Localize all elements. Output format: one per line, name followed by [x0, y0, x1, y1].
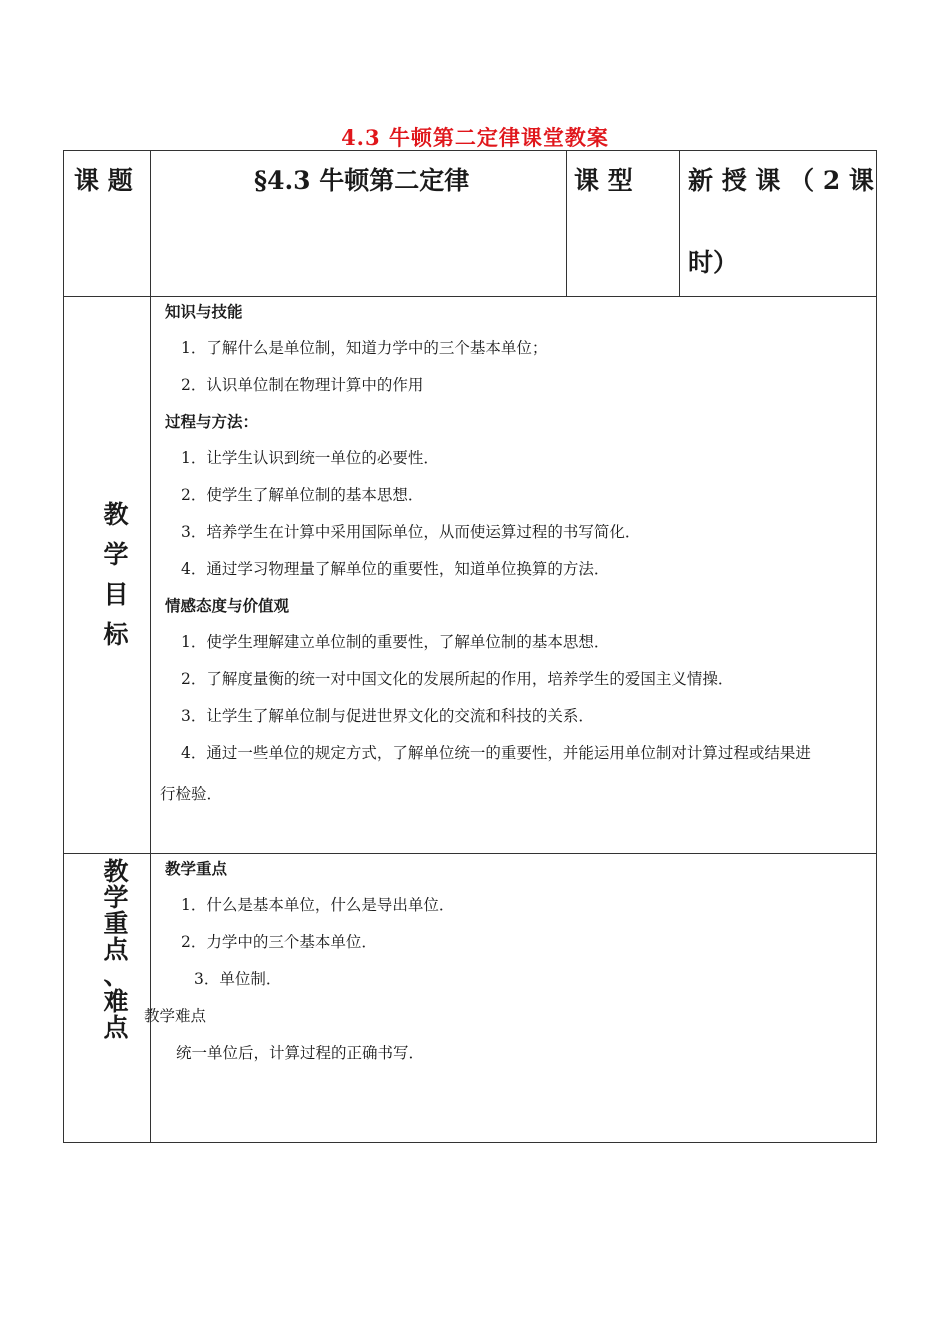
list-item-continuation: 行检验．	[160, 785, 223, 803]
list-item: 4．通过学习物理量了解单位的重要性，知道单位换算的方法．	[181, 560, 610, 578]
list-item: 2．认识单位制在物理计算中的作用	[181, 376, 424, 394]
list-item: 3．单位制．	[194, 970, 282, 988]
type-value-line1: 新 授 课 （ 2 课	[688, 166, 874, 195]
document-title: 4.3 牛顿第二定律课堂教案	[341, 125, 609, 150]
list-item: 3．让学生了解单位制与促进世界文化的交流和科技的关系．	[181, 707, 594, 725]
list-item: 2．使学生了解单位制的基本思想．	[181, 486, 424, 504]
list-item: 1．使学生理解建立单位制的重要性，了解单位制的基本思想．	[181, 633, 610, 651]
column-divider-topic	[566, 151, 567, 296]
list-item: 2．了解度量衡的统一对中国文化的发展所起的作用，培养学生的爱国主义情操．	[181, 670, 734, 688]
list-item: 1．让学生认识到统一单位的必要性．	[181, 449, 439, 467]
row-divider-objectives	[64, 853, 876, 854]
row-divider-header	[64, 296, 876, 297]
process-heading: 过程与方法：	[165, 412, 259, 431]
key-points-heading: 教学重点	[165, 859, 228, 878]
list-item: 统一单位后，计算过程的正确书写．	[176, 1044, 425, 1062]
type-label: 课 型	[574, 166, 633, 195]
list-item: 4．通过一些单位的规定方式，了解单位统一的重要性，并能运用单位制对计算过程或结果进	[181, 744, 811, 762]
topic-label: 课 题	[74, 166, 133, 195]
list-item: 3．培养学生在计算中采用国际单位，从而使运算过程的书写简化．	[181, 523, 641, 541]
list-item: 1．了解什么是单位制，知道力学中的三个基本单位；	[181, 339, 548, 357]
topic-value: §4.3 牛顿第二定律	[254, 166, 470, 195]
key-points-label: 教 学 重 点 、 难 点	[103, 857, 129, 1042]
list-item: 2．力学中的三个基本单位．	[181, 933, 377, 951]
difficult-points-heading: 教学难点	[144, 1007, 207, 1025]
column-divider-label	[150, 151, 151, 1143]
type-value-line2: 时）	[688, 248, 739, 277]
list-item: 1．什么是基本单位，什么是导出单位．	[181, 896, 455, 914]
knowledge-heading: 知识与技能	[165, 302, 243, 321]
column-divider-type	[679, 151, 680, 296]
objectives-label: 教 学 目 标	[103, 500, 129, 649]
emotion-heading: 情感态度与价值观	[165, 596, 290, 615]
lesson-plan-table	[63, 150, 877, 1143]
